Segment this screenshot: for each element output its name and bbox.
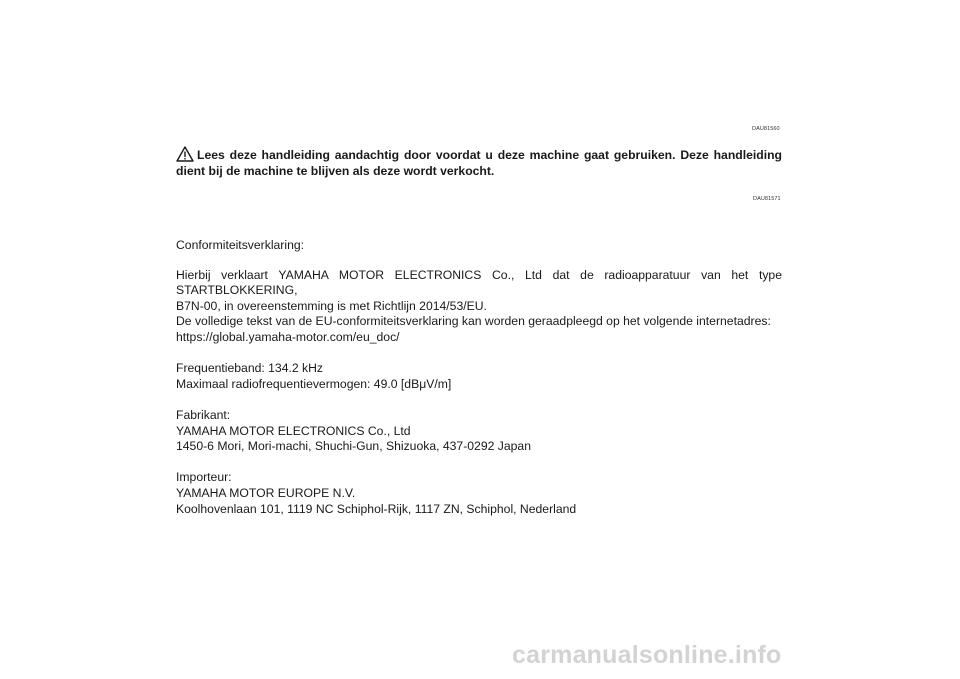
importer-label: Importeur: <box>176 470 232 485</box>
manufacturer-name: YAMAHA MOTOR ELECTRONICS Co., Ltd <box>176 423 411 438</box>
warning-text: Lees deze handleiding aandachtig door voordat u deze machine gaat gebruiken. Deze handleiding dient bij de machine te blijven als deze wordt verkocht. <box>176 148 782 178</box>
importer-address: Koolhovenlaan 101, 1119 NC Schiphol-Rijk, 1117 ZN, Schiphol, Nederland <box>176 501 577 516</box>
declaration-statement-line-2: B7N-00, in overeenstemming is met Richtlijn 2014/53/EU. <box>176 298 487 313</box>
watermark: carmanualsonline.info <box>512 641 782 669</box>
declaration-statement-line-1: Hierbij verklaart YAMAHA MOTOR ELECTRONICS Co., Ltd dat de radioapparatuur van het type STARTBLOKKERING, <box>176 267 782 298</box>
warning-notice <box>176 146 782 179</box>
importer-name: YAMAHA MOTOR EUROPE N.V. <box>176 485 356 500</box>
conformity-declaration <box>176 238 782 517</box>
manufacturer-label: Fabrikant: <box>176 407 231 422</box>
document-code-second: DAU81571 <box>753 196 781 202</box>
manufacturer-address: 1450-6 Mori, Mori-machi, Shuchi-Gun, Shizuoka, 437-0292 Japan <box>176 439 531 454</box>
declaration-heading: Conformiteitsverklaring: <box>176 238 305 252</box>
max-rf-power: Maximaal radiofrequentievermogen: 49.0 [dBμV/m] <box>176 376 452 391</box>
frequency-band: Frequentieband: 134.2 kHz <box>176 361 324 376</box>
declaration-statement-line-3: De volledige tekst van de EU-conformiteitsverklaring kan worden geraadpleegd op het volgende internetadres: <box>176 314 771 329</box>
document-code-first: DAU81560 <box>752 126 780 132</box>
warning-triangle-icon <box>176 146 194 162</box>
declaration-url: https://global.yamaha-motor.com/eu_doc/ <box>176 329 400 344</box>
